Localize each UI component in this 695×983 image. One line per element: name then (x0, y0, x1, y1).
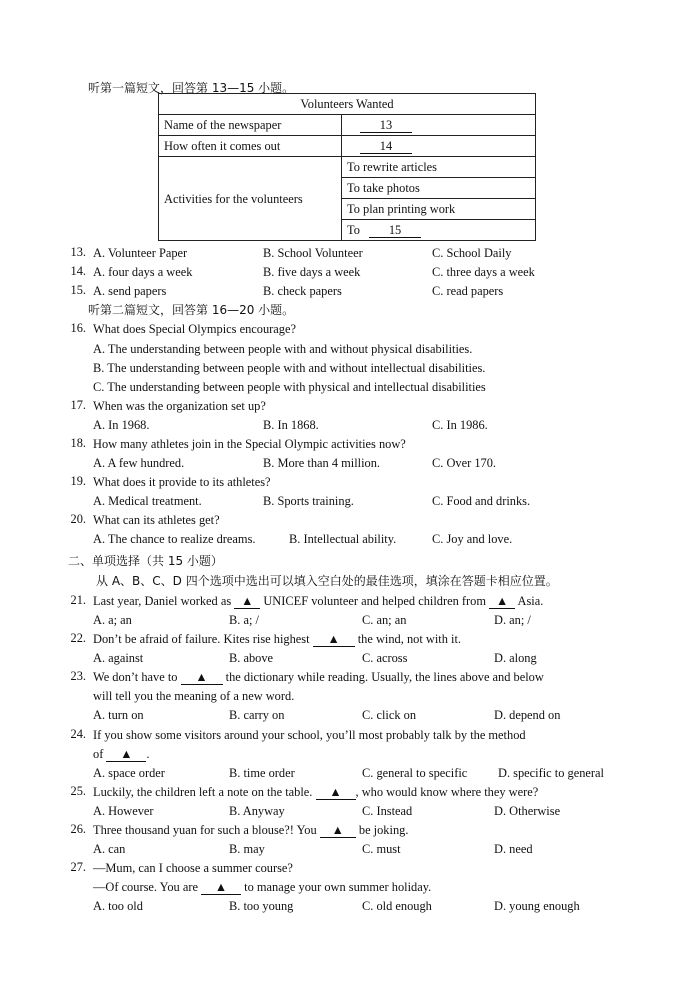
question-number: 21. (70, 593, 86, 607)
table-label-activities: Activities for the volunteers (159, 157, 342, 241)
option-c: C. click on (362, 708, 417, 722)
option-b: B. The understanding between people with and without intellectual disabilities. (93, 361, 486, 375)
option-b: B. In 1868. (263, 418, 319, 432)
option-c: C. Food and drinks. (432, 494, 531, 508)
option-c: C. three days a week (432, 265, 535, 279)
option-a: A. The chance to realize dreams. (93, 532, 256, 546)
question-text-line2: will tell you the meaning of a new word. (93, 689, 295, 703)
question-number: 19. (70, 474, 86, 488)
section2-title: 二、单项选择（共 15 小题） (68, 554, 223, 568)
blank-15: 15 (369, 223, 421, 238)
option-b: B. time order (229, 766, 295, 780)
option-a: A. A few hundred. (93, 456, 185, 470)
question-number: 14. (70, 264, 86, 278)
option-b: B. carry on (229, 708, 285, 722)
answer-blank: ▲ (234, 595, 260, 609)
option-d: D. need (494, 842, 533, 856)
question-number: 26. (70, 822, 86, 836)
answer-blank: ▲ (181, 671, 223, 685)
table-cell-newspaper (342, 115, 536, 136)
option-a: A. turn on (93, 708, 144, 722)
table-title: Volunteers Wanted (159, 94, 536, 115)
section2-instruction: 从 A、B、C、D 四个选项中选出可以填入空白处的最佳选项，填涂在答题卡相应位置。 (96, 574, 558, 588)
option-a: A. Medical treatment. (93, 494, 202, 508)
question-text: Don’t be afraid of failure. Kites rise highest ▲ the wind, not with it. (93, 632, 461, 646)
option-d: D. specific to general (498, 766, 604, 780)
question-text: We don’t have to ▲ the dictionary while reading. Usually, the lines above and below (93, 670, 544, 684)
table-activity-4 (342, 220, 536, 241)
question-text: If you show some visitors around your school, you’ll most probably talk by the method (93, 728, 526, 742)
option-b: B. five days a week (263, 265, 361, 279)
option-b: B. check papers (263, 284, 342, 298)
option-c: C. read papers (432, 284, 504, 298)
question-number: 27. (70, 860, 86, 874)
question-number: 24. (70, 727, 86, 741)
option-d: D. along (494, 651, 537, 665)
question-number: 17. (70, 398, 86, 412)
option-c: C. School Daily (432, 246, 512, 260)
option-a: A. four days a week (93, 265, 193, 279)
question-text: Three thousand yuan for such a blouse?! You ▲ be joking. (93, 823, 409, 837)
option-b: B. Sports training. (263, 494, 354, 508)
option-a: A. against (93, 651, 144, 665)
option-c: C. general to specific (362, 766, 468, 780)
question-number: 18. (70, 436, 86, 450)
option-b: B. Anyway (229, 804, 285, 818)
option-c: C. Over 170. (432, 456, 497, 470)
activity-4-prefix: To (347, 223, 360, 237)
option-d: D. depend on (494, 708, 561, 722)
option-b: B. School Volunteer (263, 246, 363, 260)
question-text: —Mum, can I choose a summer course? (93, 861, 293, 875)
part1-heading: 听第一篇短文，回答第 13—15 小题。 (88, 81, 295, 95)
question-number: 15. (70, 283, 86, 297)
question-text: When was the organization set up? (93, 399, 266, 413)
option-a: A. send papers (93, 284, 167, 298)
volunteers-table (158, 93, 536, 241)
question-text: What can its athletes get? (93, 513, 220, 527)
option-a: A. too old (93, 899, 143, 913)
option-c: C. The understanding between people with physical and intellectual disabilities (93, 380, 486, 394)
blank-14: 14 (360, 139, 412, 154)
option-c: C. In 1986. (432, 418, 488, 432)
option-b: B. Intellectual ability. (289, 532, 397, 546)
table-activity-3: To plan printing work (342, 199, 536, 220)
option-a: A. However (93, 804, 154, 818)
answer-blank: ▲ (313, 633, 355, 647)
option-b: B. a; / (229, 613, 259, 627)
option-b: B. More than 4 million. (263, 456, 381, 470)
question-number: 20. (70, 512, 86, 526)
table-activity-2: To take photos (342, 178, 536, 199)
question-number: 16. (70, 321, 86, 335)
table-activity-1: To rewrite articles (342, 157, 536, 178)
table-cell-frequency (342, 136, 536, 157)
option-c: C. Instead (362, 804, 413, 818)
question-number: 25. (70, 784, 86, 798)
option-b: B. too young (229, 899, 294, 913)
option-a: A. In 1968. (93, 418, 150, 432)
blank-13: 13 (360, 118, 412, 133)
question-text-line2: of ▲ . (93, 747, 150, 761)
option-c: C. Joy and love. (432, 532, 513, 546)
question-text: Last year, Daniel worked as ▲ UNICEF volunteer and helped children from ▲ Asia. (93, 594, 544, 608)
answer-blank: ▲ (201, 881, 241, 895)
option-a: A. Volunteer Paper (93, 246, 188, 260)
answer-blank: ▲ (320, 824, 356, 838)
question-text: What does it provide to its athletes? (93, 475, 271, 489)
question-text: Luckily, the children left a note on the table. ▲ , who would know where they were? (93, 785, 539, 799)
answer-blank: ▲ (489, 595, 515, 609)
option-d: D. an; / (494, 613, 531, 627)
question-text: How many athletes join in the Special Olympic activities now? (93, 437, 406, 451)
option-c: C. must (362, 842, 401, 856)
table-label-frequency: How often it comes out (159, 136, 342, 157)
answer-blank: ▲ (316, 786, 356, 800)
option-b: B. may (229, 842, 265, 856)
option-a: A. The understanding between people with and without physical disabilities. (93, 342, 473, 356)
option-c: C. across (362, 651, 408, 665)
option-d: D. young enough (494, 899, 580, 913)
question-number: 22. (70, 631, 86, 645)
option-d: D. Otherwise (494, 804, 561, 818)
option-a: A. can (93, 842, 126, 856)
option-a: A. space order (93, 766, 165, 780)
question-text: What does Special Olympics encourage? (93, 322, 296, 336)
option-c: C. old enough (362, 899, 432, 913)
part2-heading: 听第二篇短文，回答第 16—20 小题。 (88, 303, 295, 317)
table-label-newspaper: Name of the newspaper (159, 115, 342, 136)
option-b: B. above (229, 651, 274, 665)
option-c: C. an; an (362, 613, 407, 627)
option-a: A. a; an (93, 613, 132, 627)
question-number: 23. (70, 669, 86, 683)
question-text-line2: —Of course. You are ▲ to manage your own summer holiday. (93, 880, 432, 894)
answer-blank: ▲ (106, 748, 146, 762)
question-number: 13. (70, 245, 86, 259)
